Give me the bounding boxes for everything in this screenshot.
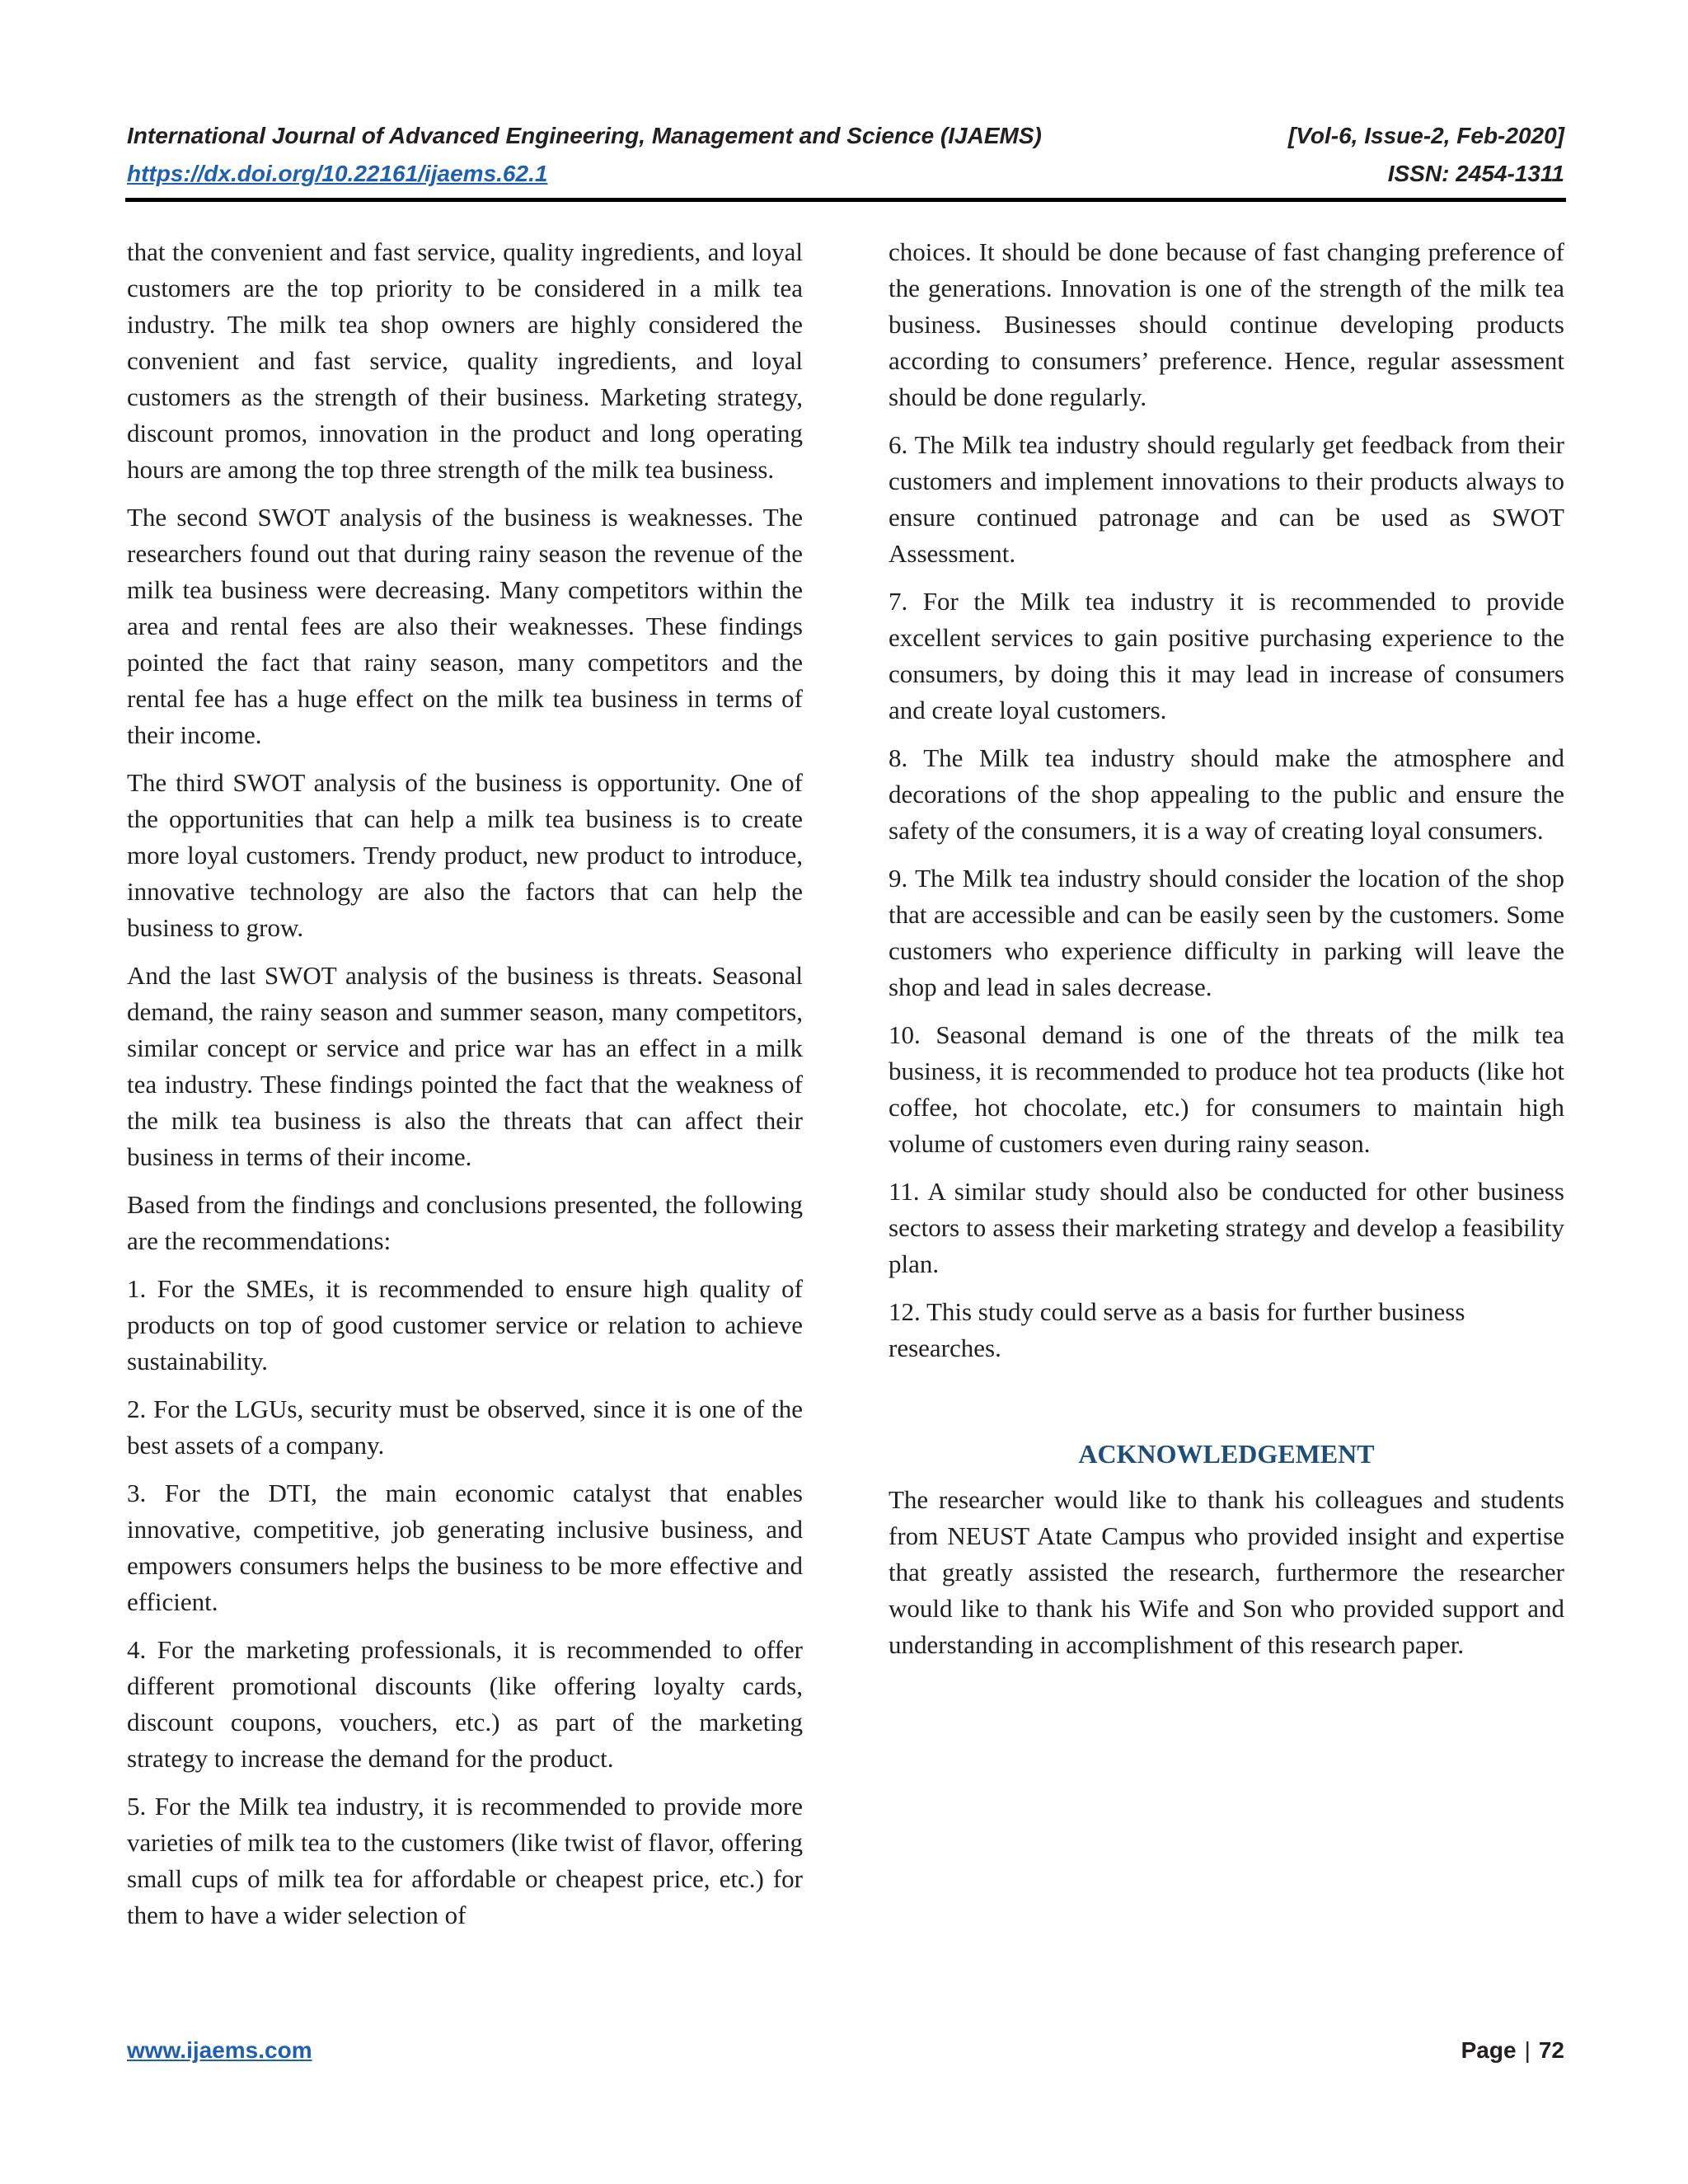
paragraph: that the convenient and fast service, quality ingredients, and loyal customers are the top priority to be considered in a milk tea industry. The milk tea shop owners are highly considered the convenient and fast service, quality ingredients, and loyal customers as the strength of their business. Marketing strategy, discount promos, innovation in the product and long operating hours are among the top three strength of the milk tea business. <box>127 237 803 484</box>
website-link[interactable]: www.ijaems.com <box>127 2037 312 2063</box>
recommendation-item: 6. The Milk tea industry should regularly get feedback from their customers and implement innovations to their products always to ensure continued patronage and can be used as SWOT Assessment. <box>889 430 1564 568</box>
recommendation-item: 9. The Milk tea industry should consider the location of the shop that are accessible and can be easily seen by the customers. Some customers who experience difficulty in parking will leave the shop and lead in sales decrease. <box>889 864 1564 1001</box>
header-rule <box>125 198 1566 202</box>
recommendation-item: 5. For the Milk tea industry, it is recommended to provide more varieties of milk tea to the customers (like twist of flavor, offering small cups of milk tea for affordable or cheapest price, etc.) for them to have a wider selection of <box>127 1792 803 1929</box>
recommendation-item: 10. Seasonal demand is one of the threats of the milk tea business, it is recommended to produce hot tea products (like hot coffee, hot chocolate, etc.) for consumers to maintain high volume of customers even during rainy season. <box>889 1020 1564 1158</box>
acknowledgement-text: The researcher would like to thank his colleagues and students from NEUST Atate Campus who provided insight and expertise that greatly assisted the research, furthermore the researcher would like to thank his Wife and Son who provided support and understanding in accomplishment of this research paper. <box>889 1485 1564 1659</box>
volume-issue: [Vol-6, Issue-2, Feb-2020] <box>1287 123 1564 148</box>
recommendation-item: 3. For the DTI, the main economic catalyst that enables innovative, competitive, job generating inclusive business, and empowers consumers helps the business to be more effective and efficient. <box>127 1479 803 1616</box>
paragraph: The third SWOT analysis of the business is opportunity. One of the opportunities that can help a milk tea business is to create more loyal customers. Trendy product, new product to introduce, innovative technology are also the factors that can help the business to grow. <box>127 768 803 942</box>
issn: ISSN: 2454-1311 <box>1387 161 1564 186</box>
right-column <box>889 234 1564 1675</box>
journal-title: International Journal of Advanced Engineering, Management and Science (IJAEMS) <box>127 123 1042 148</box>
recommendation-item: 12. This study could serve as a basis for further business researches. <box>889 1297 1465 1362</box>
page-number: 72 <box>1538 2037 1564 2063</box>
doi-link[interactable]: https://dx.doi.org/10.22161/ijaems.62.1 <box>127 161 548 186</box>
recommendation-item: 11. A similar study should also be conducted for other business sectors to assess their marketing strategy and develop a feasibility plan. <box>889 1177 1564 1278</box>
acknowledgement-heading: ACKNOWLEDGEMENT <box>1078 1439 1375 1469</box>
left-column <box>127 234 803 1945</box>
page-header <box>127 117 1564 193</box>
paragraph: And the last SWOT analysis of the business is threats. Seasonal demand, the rainy season and summer season, many competitors, similar concept or service and price war has an effect in a milk tea industry. These findings pointed the fact that the weakness of the milk tea business is also the threats that can affect their business in terms of their income. <box>127 961 803 1171</box>
recommendation-item: 2. For the LGUs, security must be observed, since it is one of the best assets of a company. <box>127 1394 803 1460</box>
paragraph: choices. It should be done because of fast changing preference of the generations. Innovation is one of the strength of the milk tea business. Businesses should continue developing products according to consumers’ preference. Hence, regular assessment should be done regularly. <box>889 237 1564 411</box>
page-label: Page <box>1461 2037 1517 2063</box>
recommendation-item: 8. The Milk tea industry should make the atmosphere and decorations of the shop appealing to the public and ensure the safety of the consumers, it is a way of creating loyal consumers. <box>889 743 1564 845</box>
recommendation-item: 7. For the Milk tea industry it is recommended to provide excellent services to gain positive purchasing experience to the consumers, by doing this it may lead in increase of consumers and create loyal customers. <box>889 587 1564 724</box>
page-number-block <box>1461 2034 1564 2067</box>
page-footer <box>127 2034 1564 2067</box>
recommendation-item: 1. For the SMEs, it is recommended to ensure high quality of products on top of good customer service or relation to achieve sustainability. <box>127 1274 803 1376</box>
page-separator: | <box>1524 2037 1531 2063</box>
recommendation-item: 4. For the marketing professionals, it is recommended to offer different promotional discounts (like offering loyalty cards, discount coupons, vouchers, etc.) as part of the marketing strategy to increase the demand for the product. <box>127 1635 803 1773</box>
paragraph: Based from the findings and conclusions presented, the following are the recommendations: <box>127 1190 803 1255</box>
paragraph: The second SWOT analysis of the business is weaknesses. The researchers found out that during rainy season the revenue of the milk tea business were decreasing. Many competitors within the area and rental fees are also their weaknesses. These findings pointed the fact that rainy season, many competitors and the rental fee has a huge effect on the milk tea business in terms of their income. <box>127 503 803 749</box>
